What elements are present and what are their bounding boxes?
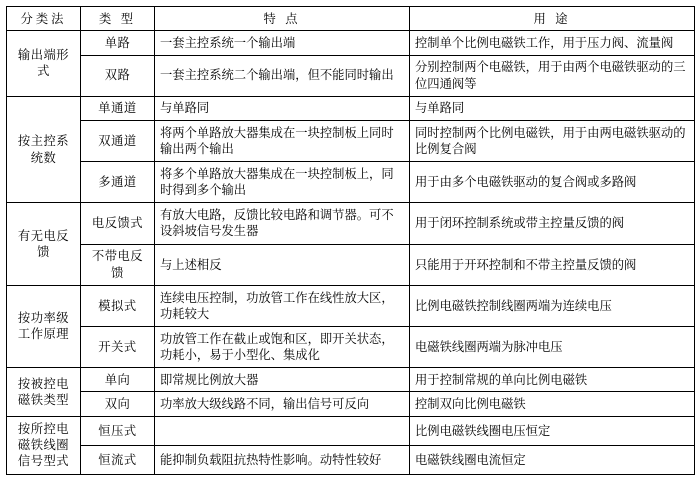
- table-row: [7, 96, 695, 120]
- use-cell: 用于由多个电磁铁驱动的复合阀或多路阀: [410, 162, 695, 203]
- header-cell-category: 分类法: [7, 7, 81, 31]
- table-row: [7, 285, 695, 326]
- type-cell: 不带电反馈: [81, 244, 155, 285]
- category-cell: 有无电反馈: [7, 203, 81, 285]
- use-cell: 控制双向比例电磁铁: [410, 392, 695, 416]
- type-cell: 单向: [81, 368, 155, 392]
- type-cell: 双通道: [81, 120, 155, 161]
- table-row: [7, 120, 695, 161]
- use-cell: 与单路同: [410, 96, 695, 120]
- table-row: [7, 416, 695, 445]
- feature-cell: 连续电压控制，功放管工作在线性放大区，功耗较大: [155, 285, 410, 326]
- table-row: [7, 162, 695, 203]
- type-cell: 单通道: [81, 96, 155, 120]
- table-header-row: [7, 7, 695, 31]
- feature-cell: 能抑制负载阻抗热特性影响。动特性较好: [155, 445, 410, 474]
- classification-table: [6, 6, 695, 475]
- feature-cell: 与单路同: [155, 96, 410, 120]
- table-row: [7, 31, 695, 55]
- table-row: [7, 55, 695, 96]
- category-cell: 按功率级工作原理: [7, 285, 81, 367]
- feature-cell: 功放管工作在截止或饱和区，即开关状态，功耗小，易于小型化、集成化: [155, 326, 410, 367]
- table-row: [7, 244, 695, 285]
- table-row: [7, 445, 695, 474]
- use-cell: 只能用于开环控制和不带主控量反馈的阀: [410, 244, 695, 285]
- feature-cell: 将两个单路放大器集成在一块控制板上同时输出两个输出: [155, 120, 410, 161]
- type-cell: 电反馈式: [81, 203, 155, 244]
- feature-cell: 一套主控系统二个输出端，但不能同时输出: [155, 55, 410, 96]
- category-cell: 按主控系统数: [7, 96, 81, 203]
- table-row: [7, 326, 695, 367]
- use-cell: 同时控制两个比例电磁铁，用于由两电磁铁驱动的比例复合阀: [410, 120, 695, 161]
- use-cell: 控制单个比例电磁铁工作，用于压力阀、流量阀: [410, 31, 695, 55]
- category-cell: 按被控电磁铁类型: [7, 368, 81, 417]
- feature-cell: [155, 416, 410, 445]
- use-cell: 电磁铁线圈两端为脉冲电压: [410, 326, 695, 367]
- header-cell-use: 用 途: [410, 7, 695, 31]
- table-row: [7, 203, 695, 244]
- feature-cell: 即常规比例放大器: [155, 368, 410, 392]
- feature-cell: 功率放大级线路不同，输出信号可反向: [155, 392, 410, 416]
- type-cell: 多通道: [81, 162, 155, 203]
- table-row: [7, 392, 695, 416]
- category-cell: 输出端形式: [7, 31, 81, 96]
- category-cell: 按所控电磁铁线圈信号型式: [7, 416, 81, 474]
- use-cell: 用于控制常规的单向比例电磁铁: [410, 368, 695, 392]
- use-cell: 电磁铁线圈电流恒定: [410, 445, 695, 474]
- feature-cell: 将多个单路放大器集成在一块控制板上，同时得到多个输出: [155, 162, 410, 203]
- use-cell: 比例电磁铁线圈电压恒定: [410, 416, 695, 445]
- type-cell: 双路: [81, 55, 155, 96]
- type-cell: 双向: [81, 392, 155, 416]
- use-cell: 用于闭环控制系统或带主控量反馈的阀: [410, 203, 695, 244]
- type-cell: 模拟式: [81, 285, 155, 326]
- feature-cell: 有放大电路，反馈比较电路和调节器。可不设斜坡信号发生器: [155, 203, 410, 244]
- type-cell: 开关式: [81, 326, 155, 367]
- type-cell: 恒压式: [81, 416, 155, 445]
- header-cell-feature: 特 点: [155, 7, 410, 31]
- use-cell: 比例电磁铁控制线圈两端为连续电压: [410, 285, 695, 326]
- header-cell-type: 类 型: [81, 7, 155, 31]
- feature-cell: 与上述相反: [155, 244, 410, 285]
- type-cell: 恒流式: [81, 445, 155, 474]
- feature-cell: 一套主控系统一个输出端: [155, 31, 410, 55]
- type-cell: 单路: [81, 31, 155, 55]
- use-cell: 分别控制两个电磁铁，用于由两个电磁铁驱动的三位四通阀等: [410, 55, 695, 96]
- table-row: [7, 368, 695, 392]
